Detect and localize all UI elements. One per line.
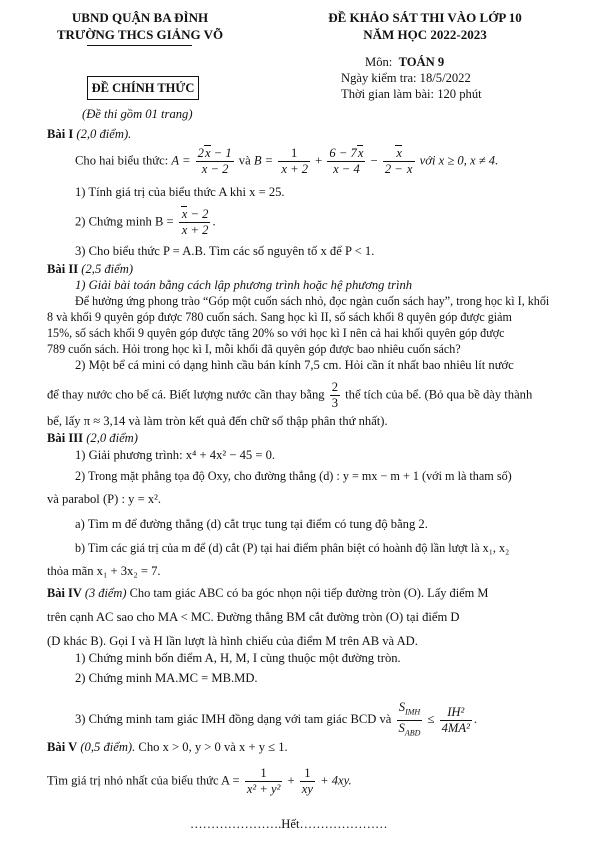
header-left-line2: TRƯỜNG THCS GIẢNG VÕ	[56, 27, 224, 42]
b1-q3: 3) Cho biểu thức P = A.B. Tìm các số nguyên tố x để P < 1.	[75, 244, 375, 258]
subject: TOÁN 9	[398, 55, 445, 69]
b3-q1: 1) Giải phương trình: x⁴ + 4x² − 45 = 0.	[75, 448, 276, 462]
b2-heading: Bài II (2,5 điểm)	[47, 262, 134, 276]
b3-q2b: và parabol (P) : y = x².	[47, 492, 162, 506]
page-note: (Đề thi gồm 01 trang)	[82, 107, 193, 121]
subject-line: Môn: TOÁN 9	[365, 55, 445, 69]
header-underline	[87, 45, 192, 46]
test-date: Ngày kiểm tra: 18/5/2022	[341, 71, 471, 85]
official-label: ĐỀ CHÍNH THỨC	[87, 76, 199, 100]
frac-a: $\frac{2x - 1}{x - 2}$	[197, 146, 232, 176]
b4-q2: 2) Chứng minh MA.MC = MB.MD.	[75, 671, 258, 685]
b1-q1: 1) Tính giá trị của biểu thức A khi x = 25.	[75, 185, 285, 199]
b2-sub1: 1) Giải bài toán bằng cách lập phương trình hoặc hệ phương trình	[75, 278, 413, 292]
b4-l2: trên cạnh AC sao cho MA < MC. Đường thẳng BM cắt đường tròn (O) tại điểm D	[47, 610, 460, 624]
b2-p3: 15%, số sách khối 9 quyên góp được tăng 20% so với học kì I nên cả hai khối quyên góp được	[47, 326, 505, 340]
b4-intro: Bài IV (3 điểm) Cho tam giác ABC có ba góc nhọn nội tiếp đường tròn (O). Lấy điểm M	[47, 586, 489, 600]
footer: ………………….Hết…………………	[190, 817, 388, 831]
b3-q2: 2) Trong mặt phẳng tọa độ Oxy, cho đường thẳng (d) : y = mx − m + 1 (với m là tham số)	[75, 469, 512, 483]
duration: Thời gian làm bài: 120 phút	[341, 87, 482, 101]
b2-p2: 8 và khối 9 quyên góp được 780 cuốn sách. Sang học kì II, số sách khối 8 quyên góp được giảm	[47, 310, 512, 324]
b4-q3: 3) Chứng minh tam giác IMH đồng dạng với tam giác BCD và $\frac{S_{IMH}}{S_{ABD}}$ ≤ $\frac{\text{IH²}}{\text{4MA²}}$ .	[75, 700, 478, 738]
b3-heading: Bài III (2,0 điểm)	[47, 431, 138, 445]
b3-qa: a) Tìm m để đường thẳng (d) cắt trục tung tại điểm có tung độ bằng 2.	[75, 517, 428, 531]
b2-p4: 789 cuốn sách. Hỏi trong học kì I, mỗi khối đã quyên góp được bao nhiêu cuốn sách?	[47, 342, 461, 356]
header-left-line1: UBND QUẬN BA ĐÌNH	[71, 10, 209, 25]
b4-q1: 1) Chứng minh bốn điểm A, H, M, I cùng thuộc một đường tròn.	[75, 651, 401, 665]
header-right-line1: ĐỀ KHẢO SÁT THI VÀO LỚP 10	[328, 10, 522, 25]
b2-q2a: 2) Một bể cá mini có dạng hình cầu bán kính 7,5 cm. Hỏi cần ít nhất bao nhiêu lít nước	[75, 358, 514, 372]
b1-q2: 2) Chứng minh B = $\frac{x - 2}{x + 2}$ .	[75, 207, 216, 237]
header-right-line2: NĂM HỌC 2022-2023	[363, 27, 487, 42]
b5-l2: Tìm giá trị nhỏ nhất của biểu thức A = $\frac{1}{\text{x² + y²}}$ + $\frac{1}{xy}$ + 4xy.	[47, 766, 352, 796]
b1-expressions: Cho hai biểu thức: A = $\frac{2x - 1}{x - 2}$ và B = $\frac{1}{x + 2}$ + $\frac{6 - 7x}{x - 4}$ − $\frac{x}{2 - x}$ với x ≥ 0, x ≠ 4.	[75, 146, 499, 176]
b5-heading: Bài V (0,5 điểm). Cho x > 0, y > 0 và x + y ≤ 1.	[47, 740, 288, 754]
b2-q2c: bể, lấy π ≈ 3,14 và làm tròn kết quả đến chữ số thập phân thứ nhất).	[47, 414, 388, 428]
b4-l3: (D khác B). Gọi I và H lần lượt là hình chiếu của điểm M trên AB và AD.	[47, 634, 418, 648]
b1-heading: Bài I (2,0 điểm).	[47, 127, 132, 141]
b3-qb: b) Tìm các giá trị của m để (d) cắt (P) tại hai điểm phân biệt có hoành độ lần lượt là x₁, x₂	[75, 541, 510, 555]
b3-qb2: thỏa mãn x₁ + 3x₂ = 7.	[47, 564, 161, 578]
b2-q2b: để thay nước cho bể cá. Biết lượng nước cần thay bằng $\frac{2}{3}$ thể tích của bể. (Bỏ qua bề dày thành	[47, 380, 533, 410]
b2-p1: Để hưởng ứng phong trào “Góp một cuốn sách nhỏ, đọc ngàn cuốn sách hay”, trong học kì I, khối	[75, 294, 550, 308]
